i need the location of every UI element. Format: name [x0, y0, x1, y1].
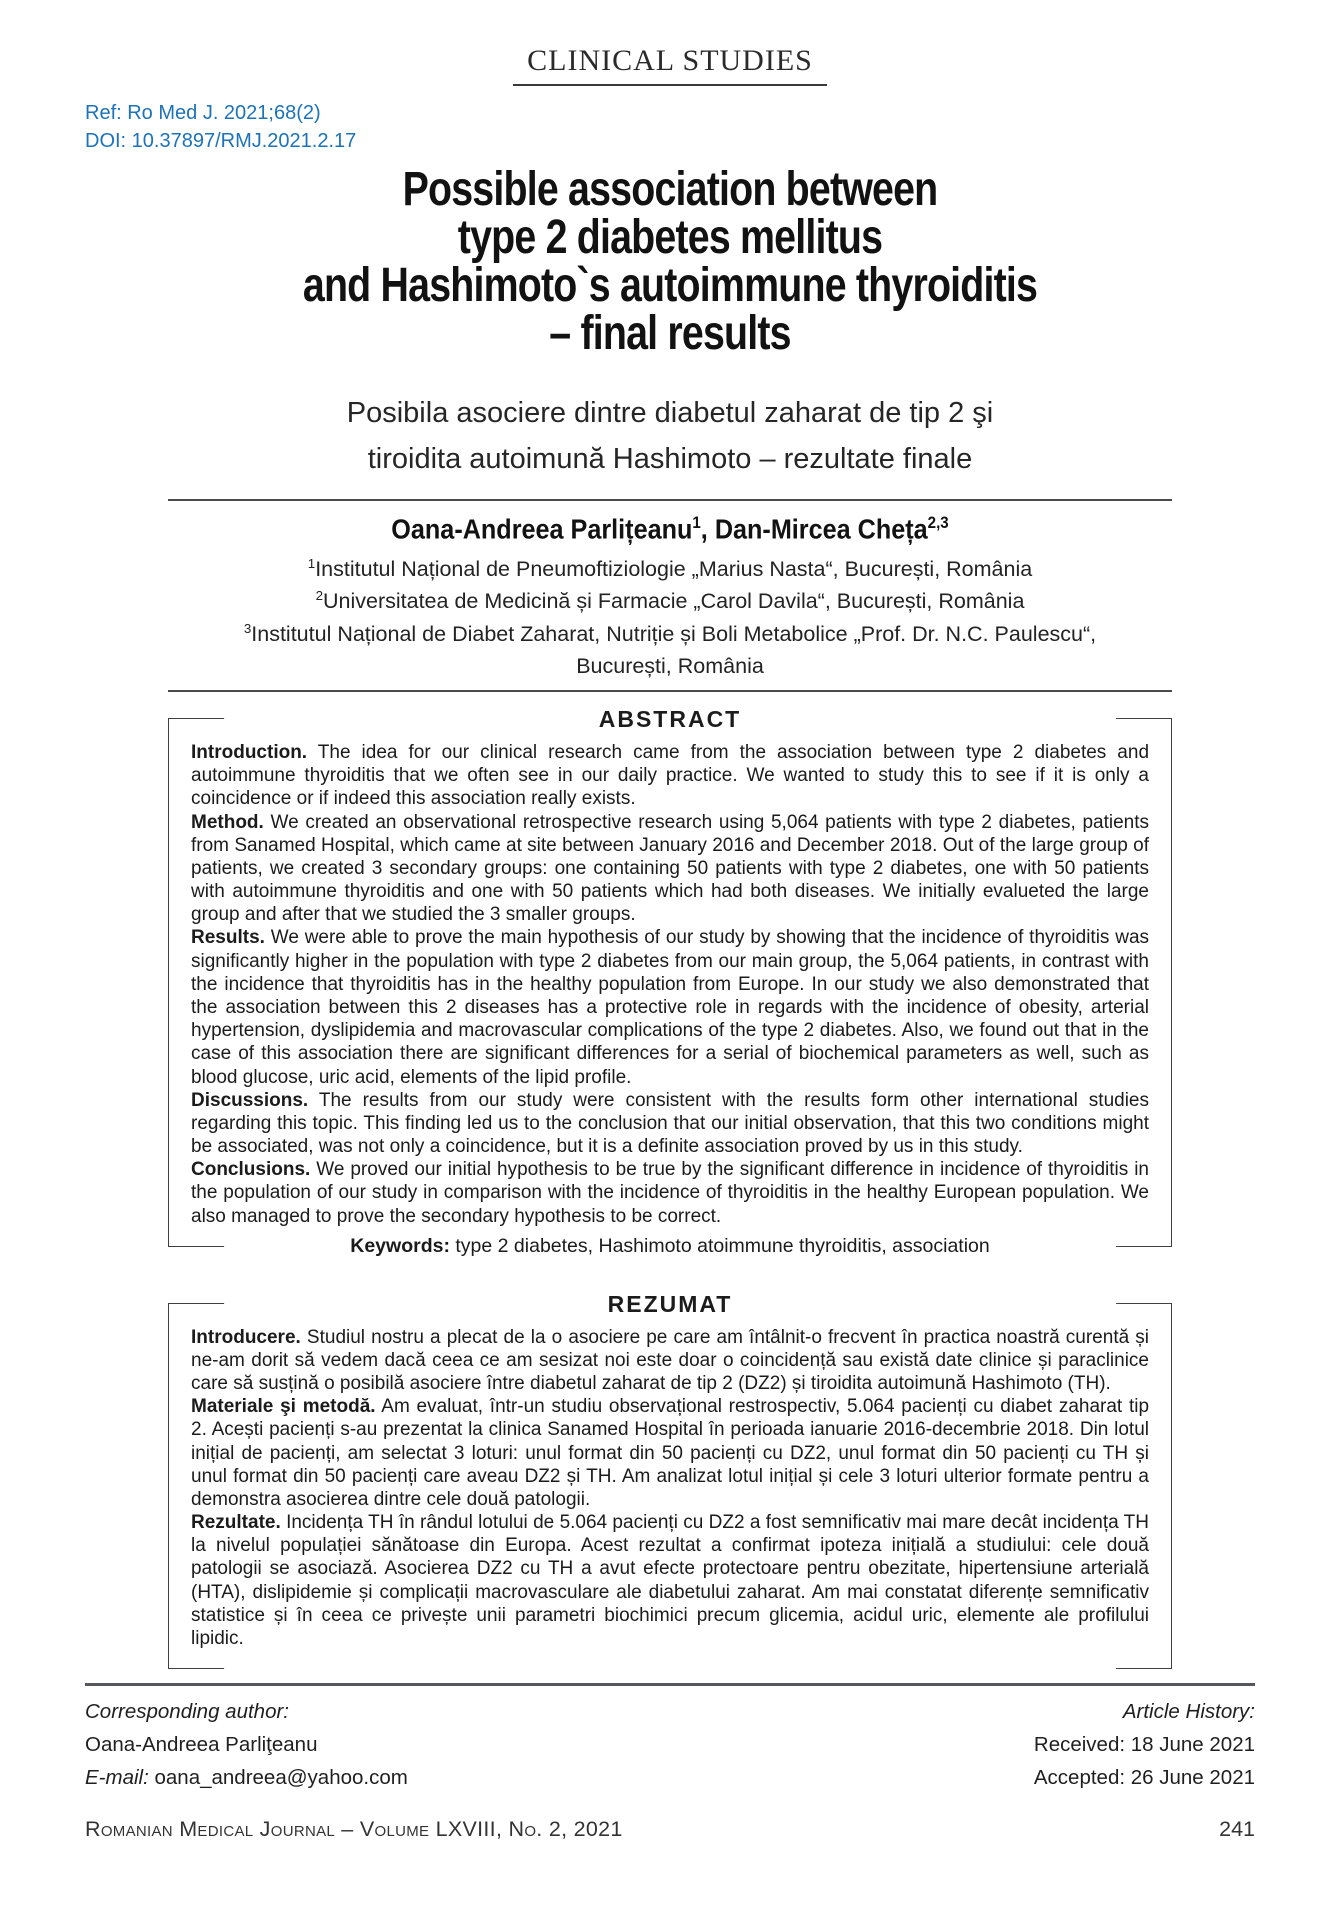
rezumat-section-introducere: [191, 1326, 1149, 1396]
affiliation-sup: 3: [243, 620, 252, 636]
affiliation-line: [85, 553, 1255, 585]
abstract-section-method: [191, 811, 1149, 927]
article-title-line-2: type 2 diabetes mellitus: [457, 211, 883, 264]
email-value: oana_andreea@yahoo.com: [154, 1765, 408, 1789]
rezumat-body: [191, 1326, 1149, 1650]
journal-volume-line: Romanian Medical Journal – Volume LXVIII, No. 2, 2021: [85, 1816, 623, 1841]
affiliations-block: [85, 553, 1255, 682]
section-text: The results from our study were consistent with the results form other international studies regarding this topic. This finding led us to the conclusion that our initial observation, that this two conditions might be associated, was not only a coincidence, but it is a definite association proved by us in this study.: [191, 1089, 1149, 1158]
section-title: CLINICAL STUDIES: [513, 44, 827, 86]
author-affiliation-sup-2: 2,3: [927, 512, 949, 532]
ref-citation: Ref: Ro Med J. 2021;68(2): [85, 102, 321, 124]
section-text: Studiul nostru a plecat de la o asociere pe care am întâlnit-o frecvent în practica noastră curentă și ne-am dorit să vedem dacă ceea ce am sesizat noi este doar o coincidență sau există date clinice și paraclinice care să susțină o posibilă asociere între diabetul zaharat de tip 2 (DZ2) și tiroidita autoimună Hashimoto (TH).: [191, 1326, 1149, 1395]
author-name-2: Dan-Mircea Cheța: [714, 513, 928, 545]
affiliation-text: București, România: [576, 653, 764, 678]
author-affiliation-sup-1: 1: [692, 512, 701, 532]
abstract-heading: ABSTRACT: [224, 704, 1116, 734]
section-label: Method.: [191, 811, 264, 833]
section-label: Results.: [191, 927, 265, 949]
article-history-label: Article History:: [1122, 1700, 1255, 1724]
affiliation-line: [85, 618, 1255, 650]
keywords-label: Keywords:: [350, 1234, 450, 1257]
section-label: Discussions.: [191, 1089, 309, 1111]
author-name-1: Oana-Andreea Parlițeanu: [391, 513, 693, 545]
keywords-text: type 2 diabetes, Hashimoto atoimmune thyroiditis, association: [455, 1234, 990, 1257]
affiliation-sup: 1: [307, 555, 316, 571]
subtitle-line-1: Posibila asociere dintre diabetul zaharat de tip 2 şi: [346, 397, 994, 429]
abstract-section-introduction: [191, 741, 1149, 811]
rezumat-bottom-border-gap: [224, 1664, 1116, 1672]
affiliation-line: [85, 585, 1255, 617]
affiliation-sup: 2: [315, 588, 323, 604]
abstract-box: [168, 706, 1172, 1257]
affiliation-text: Institutul Național de Diabet Zaharat, Nutriție și Boli Metabolice „Prof. Dr. N.C. Paulescu“,: [251, 621, 1097, 646]
section-label: Conclusions.: [191, 1159, 311, 1181]
journal-section-header: [85, 0, 1255, 86]
journal-footer: [85, 1817, 1255, 1842]
section-text: We proved our initial hypothesis to be true by the significant difference in incidence of thyroiditis in the population of our study in comparison with the incidence of thyroiditis in the healthy European population. We also managed to prove the secondary hypothesis to be correct.: [191, 1159, 1149, 1227]
subtitle-line-2: tiroidita autoimună Hashimoto – rezultate finale: [367, 443, 973, 476]
corresponding-author-email-line: [85, 1762, 408, 1795]
authors-line: [144, 513, 1197, 545]
abstract-body: [191, 741, 1149, 1228]
affiliation-text: Universitatea de Medicină și Farmacie „Carol Davila“, București, România: [323, 589, 1025, 614]
affiliation-line: [85, 650, 1255, 682]
article-title-line-3: and Hashimoto`s autoimmune thyroiditis: [302, 259, 1038, 312]
accepted-date: Accepted: 26 June 2021: [1033, 1765, 1255, 1789]
article-history-block: [1034, 1696, 1255, 1794]
article-title-line-4: – final results: [549, 307, 791, 360]
section-text: Incidența TH în rândul lotului de 5.064 pacienți cu DZ2 a fost semnificativ mai mare decât incidența TH la nivelul populației sănătoase din Europa. Acest rezultat a confirmat ipoteza inițială a studiului: cele două patologii se asociază. Asocierea DZ2 cu TH a avut efecte protectoare pentru obezitate, hipertensiune arterială (HTA), dislipidemie și complicații macrovasculare ale diabetului zaharat. Am mai constatat diferențe semnificativ statistice și în ceea ce privește unii parametri biochimici precum glicemia, acidul uric, elemente ale profilului lipidic.: [191, 1512, 1149, 1649]
section-text: We created an observational retrospective research using 5,064 patients with type 2 diabetes, patients from Sanamed Hospital, which came at site between January 2016 and December 2018. Out of the large group of patients, we created 3 secondary groups: one containing 50 patients with type 2 diabetes, one with 50 patients with autoimmune thyroiditis and one with 50 patients which had both diseases. We initially evalueted the large group and after that we studied the 3 smaller groups.: [191, 811, 1150, 926]
keywords-line: [224, 1233, 1116, 1259]
rezumat-heading: REZUMAT: [224, 1289, 1116, 1319]
section-label: Rezultate.: [191, 1512, 281, 1534]
rezumat-section-materiale: [191, 1395, 1149, 1511]
affiliation-text: Institutul Național de Pneumoftiziologie „Marius Nasta“, București, România: [315, 557, 1033, 582]
abstract-section-conclusions: [191, 1158, 1149, 1228]
section-text: The idea for our clinical research came from the association between type 2 diabetes and autoimmune thyroiditis that we often see in our daily practice. We wanted to study this to see if it is only a coincidence or if indeed this association really exists.: [191, 742, 1150, 810]
corresponding-author-block: [85, 1696, 408, 1794]
section-text: Am evaluat, într-un studiu observațional restrospectiv, 5.064 pacienți cu diabet zaharat tip 2. Acești pacienți s-au prezentat la clinica Sanamed Hospital în perioada ianuarie 2016-decembrie 2018. Din lotul inițial de pacienți, am selectat 3 loturi: unul format din 50 pacienți cu DZ2, unul format din 50 pacienți cu TH și unul format din 50 pacienți care aveau DZ2 și TH. Am analizat lotul inițial și cele 3 loturi ulterior formate pentru a demonstra asocierea dintre cele două patologii.: [191, 1396, 1150, 1510]
email-label: E-mail:: [85, 1765, 149, 1789]
author-separator: ,: [700, 513, 715, 545]
abstract-section-results: [191, 926, 1149, 1088]
page-number: 241: [1219, 1816, 1255, 1841]
article-subtitle-romanian: [85, 390, 1255, 483]
section-label: Materiale şi metodă.: [191, 1396, 376, 1418]
reference-block: [85, 100, 356, 155]
section-label: Introducere.: [191, 1326, 301, 1348]
rezumat-box: [168, 1290, 1172, 1669]
received-date: Received: 18 June 2021: [1033, 1732, 1255, 1756]
article-title-line-1: Possible association between: [402, 163, 938, 216]
article-title: [190, 163, 1149, 360]
section-label: Introduction.: [191, 742, 308, 764]
ref-doi: DOI: 10.37897/RMJ.2021.2.17: [85, 129, 357, 152]
section-text: We were able to prove the main hypothesis of our study by showing that the incidence of thyroiditis was significantly higher in the population with type 2 diabetes from our main group, the 5,064 patients, in contrast with the incidence that thyroiditis has in the healthy population from Europe. In our study we also demonstrated that the association between this 2 diseases has a protective role in regards with the incidence of obesity, arterial hypertension, dyslipidemia and macrovascular complications of the type 2 diabetes. Also, we found out that in the case of this association there are significant differences for a serial of biochemical parameters as well, such as blood glucose, uric acid, elements of the lipid profile.: [191, 927, 1150, 1088]
divider-above-authors: [168, 499, 1172, 501]
abstract-section-discussions: [191, 1089, 1149, 1159]
corresponding-author-label: Corresponding author:: [85, 1700, 289, 1724]
rezumat-section-rezultate: [191, 1511, 1149, 1650]
corresponding-author-name: Oana-Andreea Parliţeanu: [85, 1732, 318, 1756]
divider-below-affiliations: [168, 690, 1172, 692]
footer-rule: [85, 1683, 1255, 1686]
footer-columns: [85, 1696, 1255, 1794]
